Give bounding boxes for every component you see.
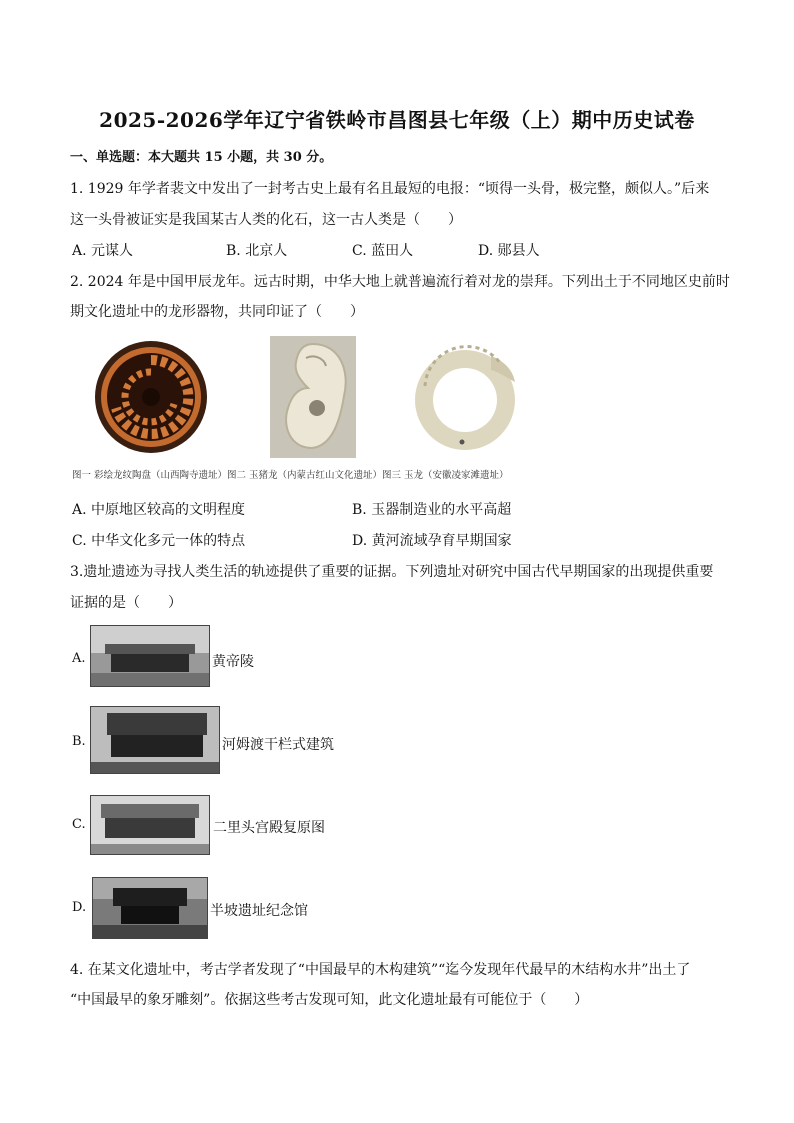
q4-stem-line2: “中国最早的象牙雕刻”。依据这些考古发现可知，此文化遗址最有可能位于（ ） [70, 992, 589, 1008]
q3-stem-line1: 3.遗址遗迹为寻找人类生活的轨迹提供了重要的证据。下列遗址对研究中国古代早期国家的出现提供重要 [70, 564, 714, 580]
q2-stem-line1: 2. 2024 年是中国甲辰龙年。远古时期，中华大地上就普遍流行着对龙的崇拜。下列出土于不同地区史前时 [70, 274, 730, 290]
huangdi-mausoleum-image[interactable] [90, 625, 210, 687]
q3-option-c-letter[interactable]: C. [72, 817, 86, 832]
q3-stem-line2: 证据的是（ ） [70, 595, 182, 611]
q1-option-c[interactable]: C. 蓝田人 [352, 243, 414, 259]
painted-dragon-plate-image [92, 338, 210, 456]
q3-option-c-label[interactable]: 二里头宫殿复原图 [213, 820, 325, 836]
q1-stem-line1: 1. 1929 年学者裴文中发出了一封考古史上最有名且最短的电报：“顷得一头骨，极完整，颇似人。”后来 [70, 181, 710, 197]
q2-option-a[interactable]: A. 中原地区较高的文明程度 [72, 502, 246, 518]
q4-stem-line1: 4. 在某文化遗址中，考古学者发现了“中国最早的木构建筑”“迄今发现年代最早的木结构水井”出土了 [70, 962, 691, 978]
jade-dragon-ring-image [405, 336, 525, 458]
q3-option-d-letter[interactable]: D. [72, 900, 87, 915]
q2-option-d[interactable]: D. 黄河流域孕育早期国家 [352, 533, 512, 549]
q1-option-d[interactable]: D. 郧县人 [478, 243, 540, 259]
q2-option-b[interactable]: B. 玉器制造业的水平高超 [352, 502, 512, 518]
erlitou-palace-image[interactable] [90, 795, 210, 855]
hemudu-stilt-house-image[interactable] [90, 706, 220, 774]
q2-stem-line2: 期文化遗址中的龙形器物，共同印证了（ ） [70, 304, 364, 320]
q1-option-b[interactable]: B. 北京人 [226, 243, 288, 259]
q2-option-c[interactable]: C. 中华文化多元一体的特点 [72, 533, 246, 549]
q3-option-a-letter[interactable]: A. [72, 651, 86, 666]
section-heading: 一、单选题：本大题共 15 小题，共 30 分。 [70, 150, 333, 165]
q3-option-a-label[interactable]: 黄帝陵 [212, 654, 254, 670]
q1-option-a[interactable]: A. 元谋人 [72, 243, 134, 259]
q3-option-d-label[interactable]: 半坡遗址纪念馆 [210, 903, 308, 919]
exam-title: 2025-2026学年辽宁省铁岭市昌图县七年级（上）期中历史试卷 [99, 108, 695, 132]
q2-figure-caption: 图一 彩绘龙纹陶盘（山西陶寺遗址）图二 玉猪龙（内蒙古红山文化遗址）图三 玉龙（安徽凌家滩遗址） [72, 470, 509, 481]
q1-stem-line2: 这一头骨被证实是我国某古人类的化石，这一古人类是（ ） [70, 212, 462, 228]
q3-option-b-label[interactable]: 河姆渡干栏式建筑 [222, 737, 334, 753]
banpo-museum-image[interactable] [92, 877, 208, 939]
q3-option-b-letter[interactable]: B. [72, 734, 86, 749]
jade-pig-dragon-image [270, 336, 356, 458]
